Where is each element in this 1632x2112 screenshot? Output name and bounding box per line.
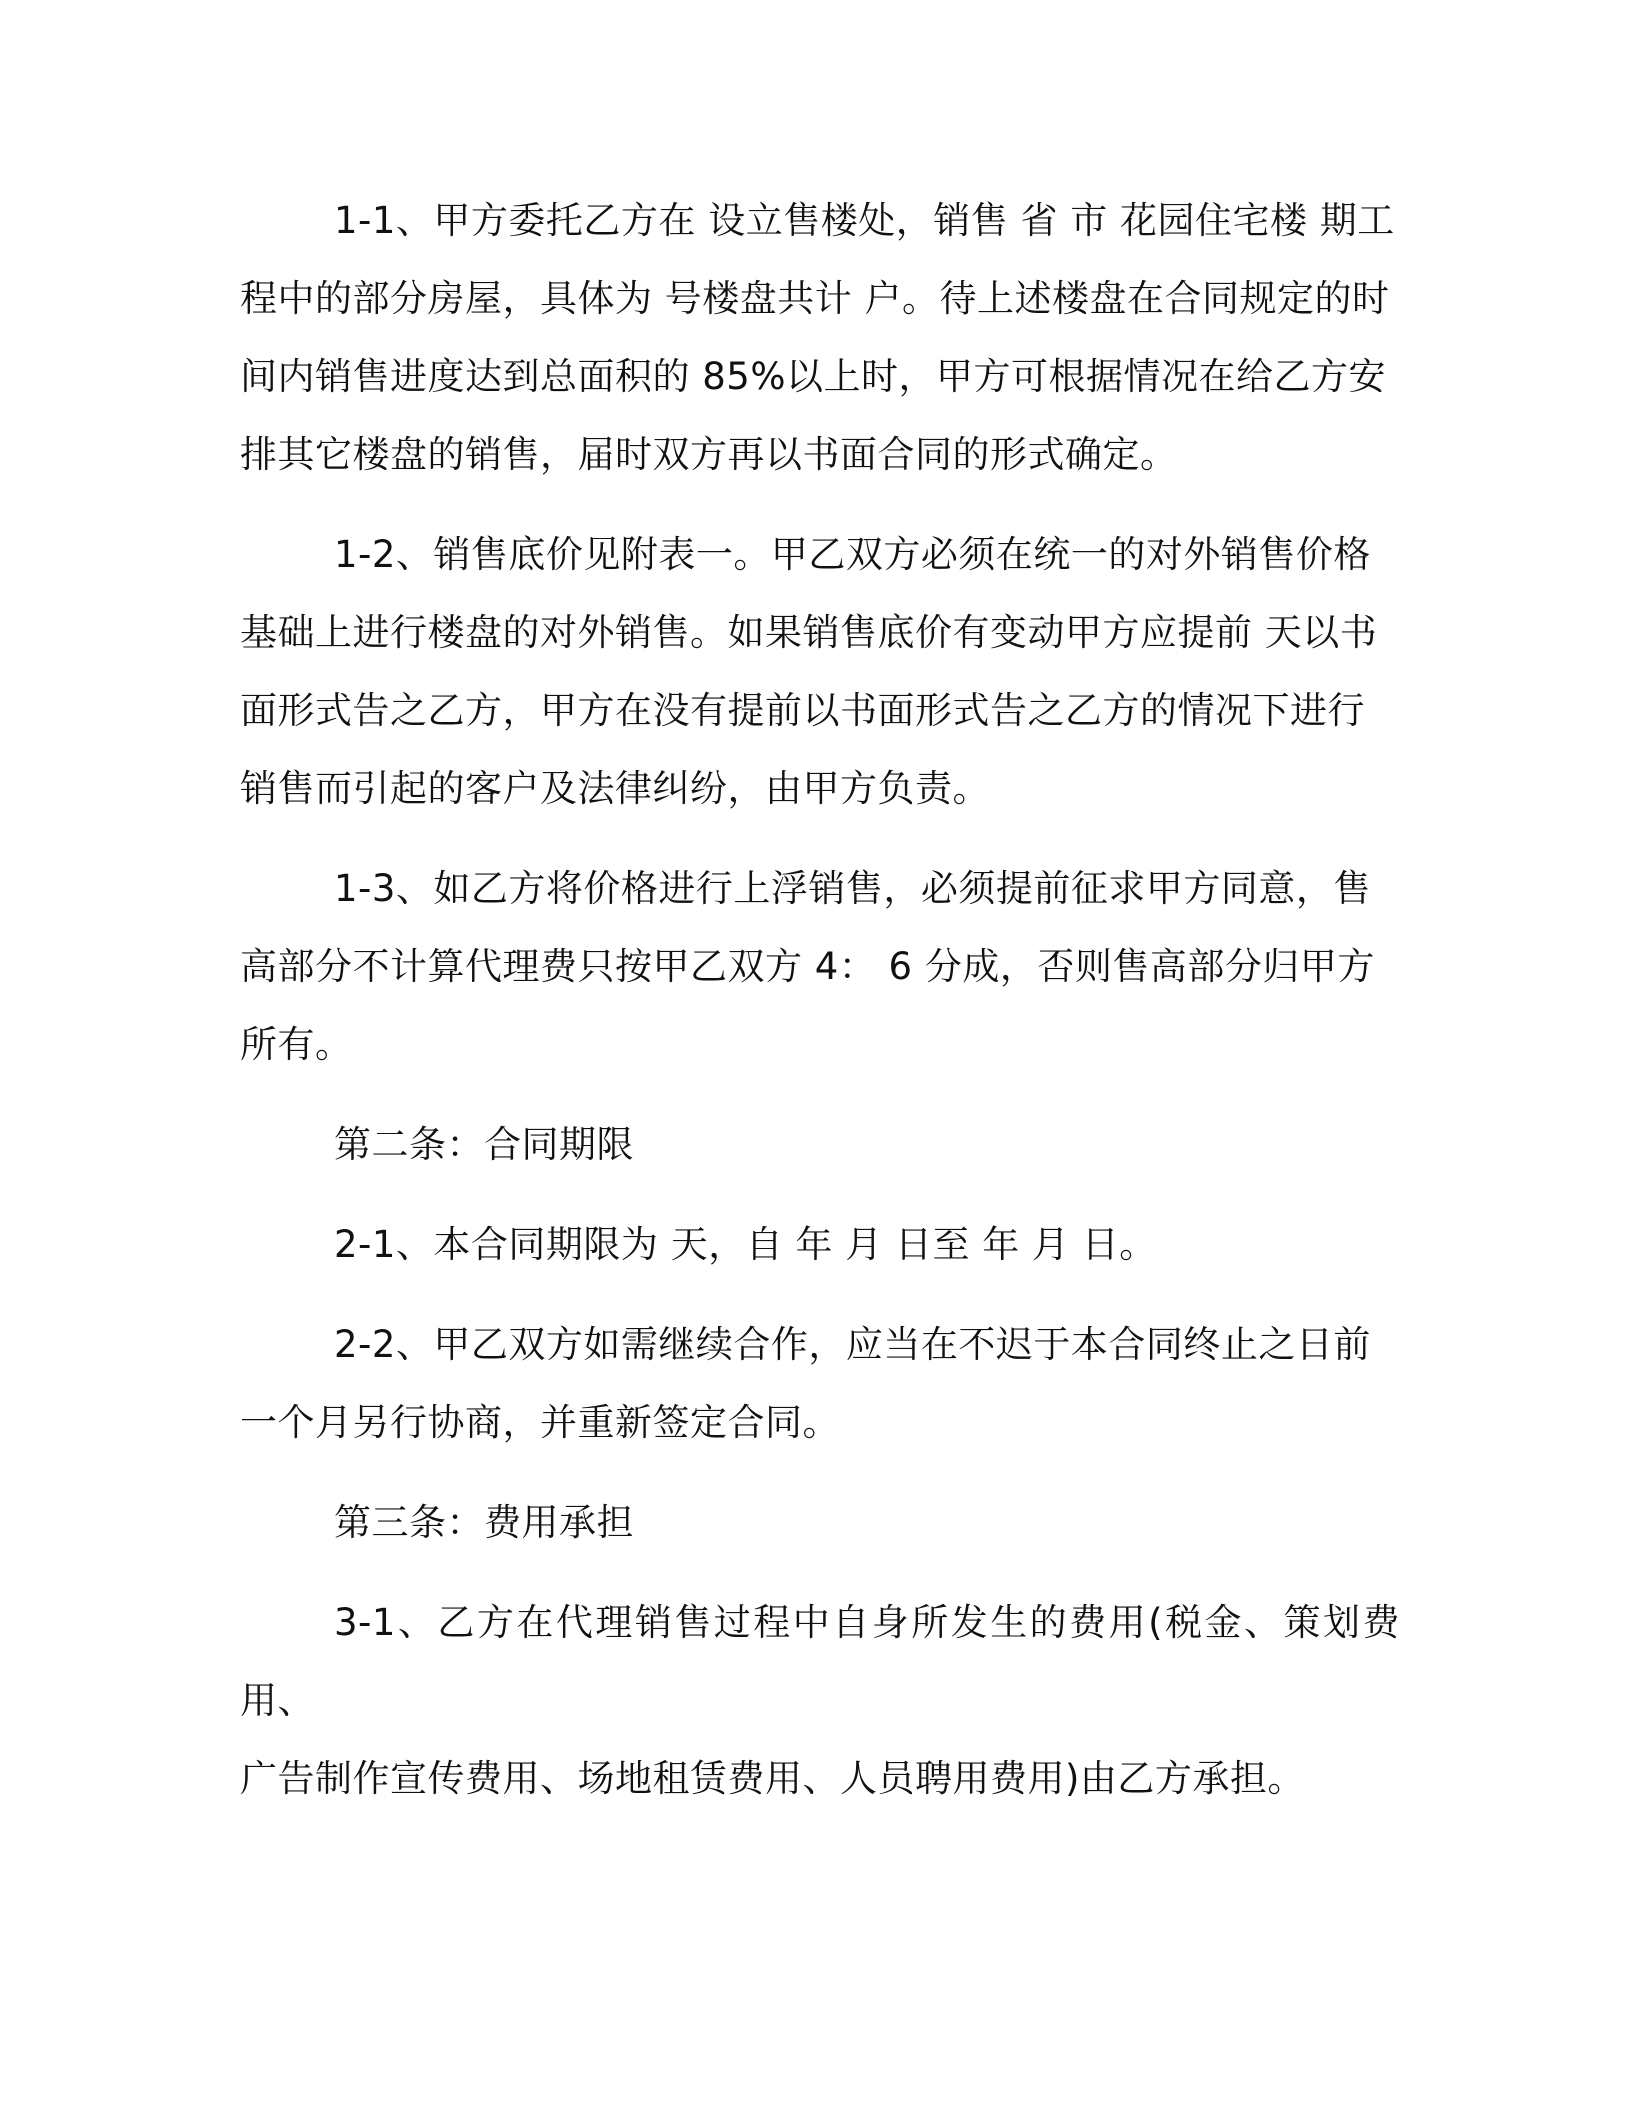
text-line: 基础上进行楼盘的对外销售。如果销售底价有变动甲方应提前 天以书 xyxy=(240,611,1378,654)
text-line: 排其它楼盘的销售，届时双方再以书面合同的形式确定。 xyxy=(240,433,1178,476)
clause-3-1 xyxy=(240,1584,1400,1818)
text-line: 广告制作宣传费用、场地租赁费用、人员聘用费用)由乙方承担。 xyxy=(240,1757,1305,1800)
text-line: 一个月另行协商，并重新签定合同。 xyxy=(240,1401,840,1444)
clause-2-1 xyxy=(240,1206,1400,1284)
clause-1-2 xyxy=(240,516,1400,828)
document-body xyxy=(240,182,1400,1818)
clause-1-1 xyxy=(240,182,1400,494)
text-line: 1-2、销售底价见附表一。甲乙双方必须在统一的对外销售价格 xyxy=(334,533,1371,576)
text-line: 间内销售进度达到总面积的 85%以上时，甲方可根据情况在给乙方安 xyxy=(240,355,1386,398)
text-line: 所有。 xyxy=(240,1023,353,1066)
text-line: 高部分不计算代理费只按甲乙双方 4： 6 分成，否则售高部分归甲方 xyxy=(240,945,1375,988)
clause-1-3 xyxy=(240,850,1400,1084)
text-line: 3-1、乙方在代理销售过程中自身所发生的费用(税金、策划费用、 xyxy=(240,1601,1400,1722)
text-line: 程中的部分房屋，具体为 号楼盘共计 户。待上述楼盘在合同规定的时 xyxy=(240,277,1390,320)
heading-line: 第三条：费用承担 xyxy=(334,1501,634,1544)
text-line: 1-1、甲方委托乙方在 设立售楼处，销售 省 市 花园住宅楼 期工 xyxy=(334,199,1395,242)
text-line: 销售而引起的客户及法律纠纷，由甲方负责。 xyxy=(240,767,990,810)
text-line: 2-2、甲乙双方如需继续合作，应当在不迟于本合同终止之日前 xyxy=(334,1323,1371,1366)
heading-line: 第二条：合同期限 xyxy=(334,1123,634,1166)
text-line: 1-3、如乙方将价格进行上浮销售，必须提前征求甲方同意，售 xyxy=(334,867,1371,910)
text-line: 面形式告之乙方，甲方在没有提前以书面形式告之乙方的情况下进行 xyxy=(240,689,1365,732)
article-3-heading xyxy=(240,1484,1400,1562)
clause-2-2 xyxy=(240,1306,1400,1462)
article-2-heading xyxy=(240,1106,1400,1184)
text-line: 2-1、本合同期限为 天，自 年 月 日至 年 月 日。 xyxy=(334,1223,1157,1266)
